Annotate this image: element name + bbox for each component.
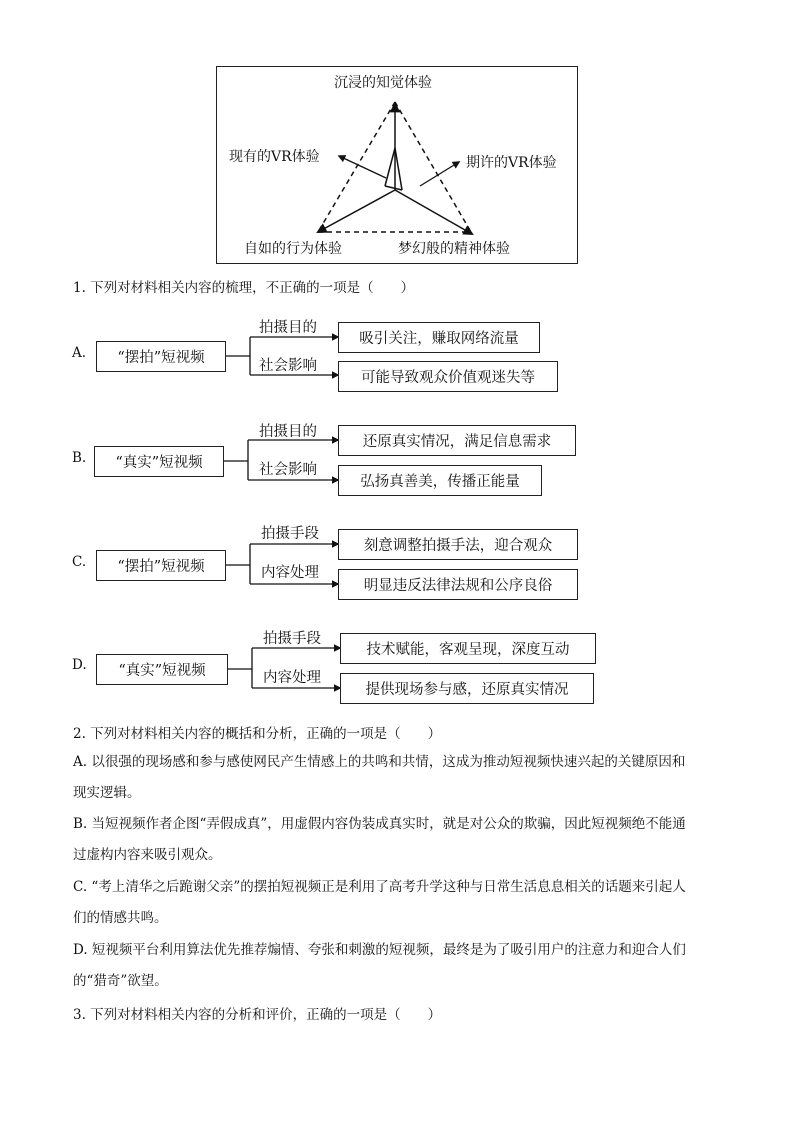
question-2-option-c <box>73 872 723 934</box>
option-d-label-bottom: 内容处理 <box>263 670 321 686</box>
option-b-box-top: 还原真实情况，满足信息需求 <box>338 425 576 456</box>
question-2-stem: 2. 下列对材料相关内容的概括和分析，正确的一项是（ ） <box>73 726 442 742</box>
q2-option-a-line2: 现实逻辑。 <box>73 785 141 801</box>
question-1-stem: 1. 下列对材料相关内容的梳理，不正确的一项是（ ） <box>73 280 415 296</box>
option-d-center-box: “真实”短视频 <box>96 654 228 685</box>
label-dreamlike-spirit: 梦幻般的精神体验 <box>398 241 510 257</box>
option-c-box-top: 刻意调整拍摄手法，迎合观众 <box>338 529 578 560</box>
option-a-box-bottom: 可能导致观众价值观迷失等 <box>338 361 558 392</box>
q2-option-c-line2: 们的情感共鸣。 <box>73 910 168 926</box>
q2-option-d-line1: D. 短视频平台利用算法优先推荐煽情、夸张和刺激的短视频，最终是为了吸引用户的注意力和迎合人们 <box>73 942 686 958</box>
option-a-box-top: 吸引关注，赚取网络流量 <box>338 322 540 353</box>
option-b-label-bottom: 社会影响 <box>259 462 317 478</box>
option-a-label-bottom: 社会影响 <box>259 358 317 374</box>
option-d-label-top: 拍摄手段 <box>263 631 321 647</box>
option-b-label-top: 拍摄目的 <box>259 424 317 440</box>
option-c-box-bottom: 明显违反法律法规和公序良俗 <box>338 569 578 600</box>
option-c-label-bottom: 内容处理 <box>261 565 319 581</box>
q2-option-c-line1: C. “考上清华之后跪谢父亲”的摆拍短视频正是利用了高考升学这种与日常生活息息相关的话题来引起人 <box>73 879 686 895</box>
q2-option-b-line2: 过虚构内容来吸引观众。 <box>73 847 222 863</box>
option-c-center-box: “摆拍”短视频 <box>96 550 226 581</box>
option-d-box-bottom: 提供现场参与感，还原真实情况 <box>340 673 594 704</box>
q2-option-a-line1: A. 以很强的现场感和参与感使网民产生情感上的共鸣和共情，这成为推动短视频快速兴起的关键原因和 <box>73 754 686 770</box>
label-immersive-perception: 沉浸的知觉体验 <box>334 75 432 91</box>
question-2-option-d <box>73 935 723 997</box>
question-2-option-a <box>73 747 723 809</box>
option-d-letter: D. <box>72 657 87 673</box>
q2-option-b-line1: B. 当短视频作者企图“弄假成真”，用虚假内容伪装成真实时，就是对公众的欺骗，因此短视频绝不能通 <box>73 816 686 832</box>
question-2-option-b <box>73 809 723 871</box>
option-b-center-box: “真实”短视频 <box>94 446 224 477</box>
question-3-stem: 3. 下列对材料相关内容的分析和评价，正确的一项是（ ） <box>73 1007 442 1023</box>
label-expected-vr: 期许的VR体验 <box>466 155 557 171</box>
option-a-letter: A. <box>72 345 87 361</box>
option-c-label-top: 拍摄手段 <box>261 526 319 542</box>
option-c-letter: C. <box>72 554 87 570</box>
label-free-behavior: 自如的行为体验 <box>244 241 342 257</box>
q2-option-d-line2: 的“猎奇”欲望。 <box>73 973 168 989</box>
option-d-box-top: 技术赋能，客观呈现，深度互动 <box>340 633 596 664</box>
option-b-box-bottom: 弘扬真善美，传播正能量 <box>338 465 542 496</box>
label-current-vr: 现有的VR体验 <box>229 149 320 165</box>
option-a-center-box: “摆拍”短视频 <box>96 341 226 372</box>
option-b-letter: B. <box>72 450 87 466</box>
option-a-label-top: 拍摄目的 <box>259 320 317 336</box>
